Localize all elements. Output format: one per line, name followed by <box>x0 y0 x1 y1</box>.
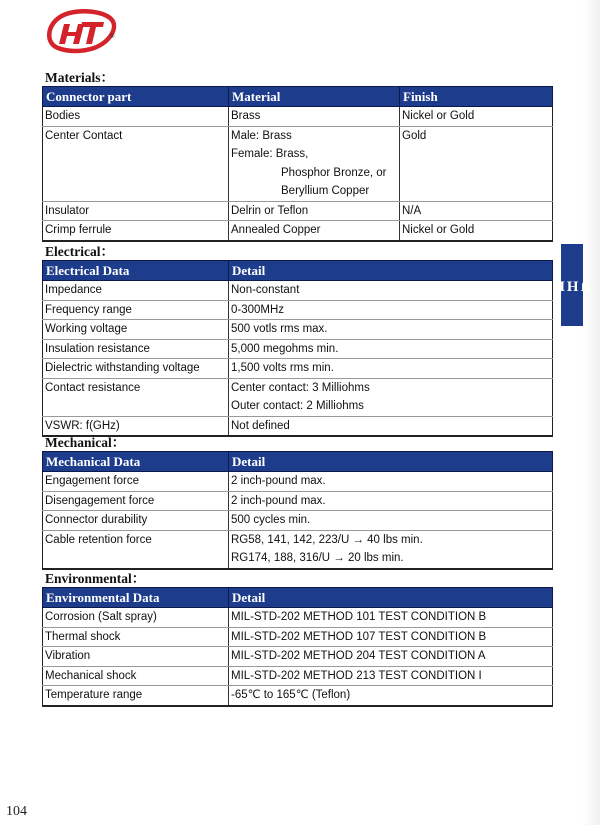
table-row <box>43 107 553 127</box>
cell-label: Thermal shock <box>43 627 229 647</box>
environmental-title: Environmental： <box>45 571 146 586</box>
table-row <box>43 472 553 492</box>
header-detail: Detail <box>229 588 553 608</box>
page-number: 104 <box>6 804 27 819</box>
header-detail: Detail <box>229 261 553 281</box>
company-logo <box>44 8 124 56</box>
mechanical-header-row <box>43 452 553 472</box>
cell-part: Crimp ferrule <box>43 221 229 241</box>
cell-material: Brass <box>229 107 400 127</box>
detail-line: Center contact: 3 Milliohms <box>231 381 370 394</box>
cell-label: Connector durability <box>43 511 229 531</box>
cell-finish: Nickel or Gold <box>400 221 553 241</box>
header-connector-part: Connector part <box>43 87 229 107</box>
cell-detail: MIL-STD-202 METHOD 213 TEST CONDITION I <box>229 666 553 686</box>
table-row <box>43 627 553 647</box>
materials-header-row <box>43 87 553 107</box>
cell-label: Vibration <box>43 647 229 667</box>
cell-label: Working voltage <box>43 320 229 340</box>
side-tab-label: UHF <box>553 277 591 294</box>
side-tab-uhf <box>553 244 591 326</box>
materials-table <box>42 86 553 242</box>
table-row <box>43 666 553 686</box>
header-electrical-data: Electrical Data <box>43 261 229 281</box>
header-finish: Finish <box>400 87 553 107</box>
cell-detail: MIL-STD-202 METHOD 107 TEST CONDITION B <box>229 627 553 647</box>
cell-detail: Non-constant <box>229 281 553 301</box>
table-row <box>43 339 553 359</box>
cell-detail: 2 inch-pound max. <box>229 472 553 492</box>
cell-detail: -65℃ to 165℃ (Teflon) <box>229 686 553 706</box>
registered-mark: ® <box>110 34 115 40</box>
material-line: Phosphor Bronze, or <box>281 166 387 179</box>
cell-label: Engagement force <box>43 472 229 492</box>
cell-label: Disengagement force <box>43 491 229 511</box>
cell-detail: 500 cycles min. <box>229 511 553 531</box>
cell-label: Mechanical shock <box>43 666 229 686</box>
cell-label: Cable retention force <box>43 530 229 569</box>
table-row <box>43 511 553 531</box>
table-row <box>43 320 553 340</box>
cell-label: Impedance <box>43 281 229 301</box>
environmental-header-row <box>43 588 553 608</box>
table-row <box>43 491 553 511</box>
material-line: Beryllium Copper <box>281 185 370 197</box>
logo-mark-icon <box>44 8 124 56</box>
cell-part: Bodies <box>43 107 229 127</box>
table-row <box>43 221 553 241</box>
table-row <box>43 281 553 301</box>
table-row <box>43 378 553 416</box>
cell-detail <box>229 378 553 416</box>
cell-finish: Gold <box>400 126 553 201</box>
cell-label: Frequency range <box>43 300 229 320</box>
mechanical-table <box>42 451 553 570</box>
header-material: Material <box>229 87 400 107</box>
cell-label: Corrosion (Salt spray) <box>43 608 229 628</box>
material-line: Male: Brass <box>231 129 292 142</box>
cell-label: Temperature range <box>43 686 229 706</box>
cell-detail: Not defined <box>229 416 553 436</box>
cell-material: Delrin or Teflon <box>229 201 400 221</box>
detail-line: Outer contact: 2 Milliohms <box>231 400 364 412</box>
header-environmental-data: Environmental Data <box>43 588 229 608</box>
table-row <box>43 608 553 628</box>
table-row <box>43 201 553 221</box>
header-detail: Detail <box>229 452 553 472</box>
materials-title: Materials： <box>45 70 114 85</box>
electrical-title: Electrical： <box>45 244 114 259</box>
cell-part: Insulator <box>43 201 229 221</box>
page-edge <box>582 0 600 825</box>
detail-line: RG174, 188, 316/U → 20 lbs min. <box>231 552 404 564</box>
cell-detail: 500 votls rms max. <box>229 320 553 340</box>
cell-material: Annealed Copper <box>229 221 400 241</box>
table-row <box>43 647 553 667</box>
cell-finish: N/A <box>400 201 553 221</box>
cell-detail: 5,000 megohms min. <box>229 339 553 359</box>
cell-detail: 2 inch-pound max. <box>229 491 553 511</box>
table-row <box>43 126 553 201</box>
table-row <box>43 686 553 706</box>
cell-detail: 1,500 volts rms min. <box>229 359 553 379</box>
cell-part: Center Contact <box>43 126 229 201</box>
cell-finish: Nickel or Gold <box>400 107 553 127</box>
environmental-table <box>42 587 553 707</box>
table-row <box>43 530 553 569</box>
electrical-table <box>42 260 553 437</box>
detail-line: RG58, 141, 142, 223/U → 40 lbs min. <box>231 533 423 546</box>
cell-label: VSWR: f(GHz) <box>43 416 229 436</box>
cell-detail: MIL-STD-202 METHOD 204 TEST CONDITION A <box>229 647 553 667</box>
electrical-header-row <box>43 261 553 281</box>
cell-label: Insulation resistance <box>43 339 229 359</box>
cell-detail <box>229 530 553 569</box>
material-line: Female: Brass, <box>231 148 309 160</box>
table-row <box>43 300 553 320</box>
cell-detail: 0-300MHz <box>229 300 553 320</box>
header-mechanical-data: Mechanical Data <box>43 452 229 472</box>
table-row <box>43 359 553 379</box>
mechanical-title: Mechanical： <box>45 435 126 450</box>
cell-material <box>229 126 400 201</box>
cell-detail: MIL-STD-202 METHOD 101 TEST CONDITION B <box>229 608 553 628</box>
cell-label: Contact resistance <box>43 378 229 416</box>
cell-label: Dielectric withstanding voltage <box>43 359 229 379</box>
